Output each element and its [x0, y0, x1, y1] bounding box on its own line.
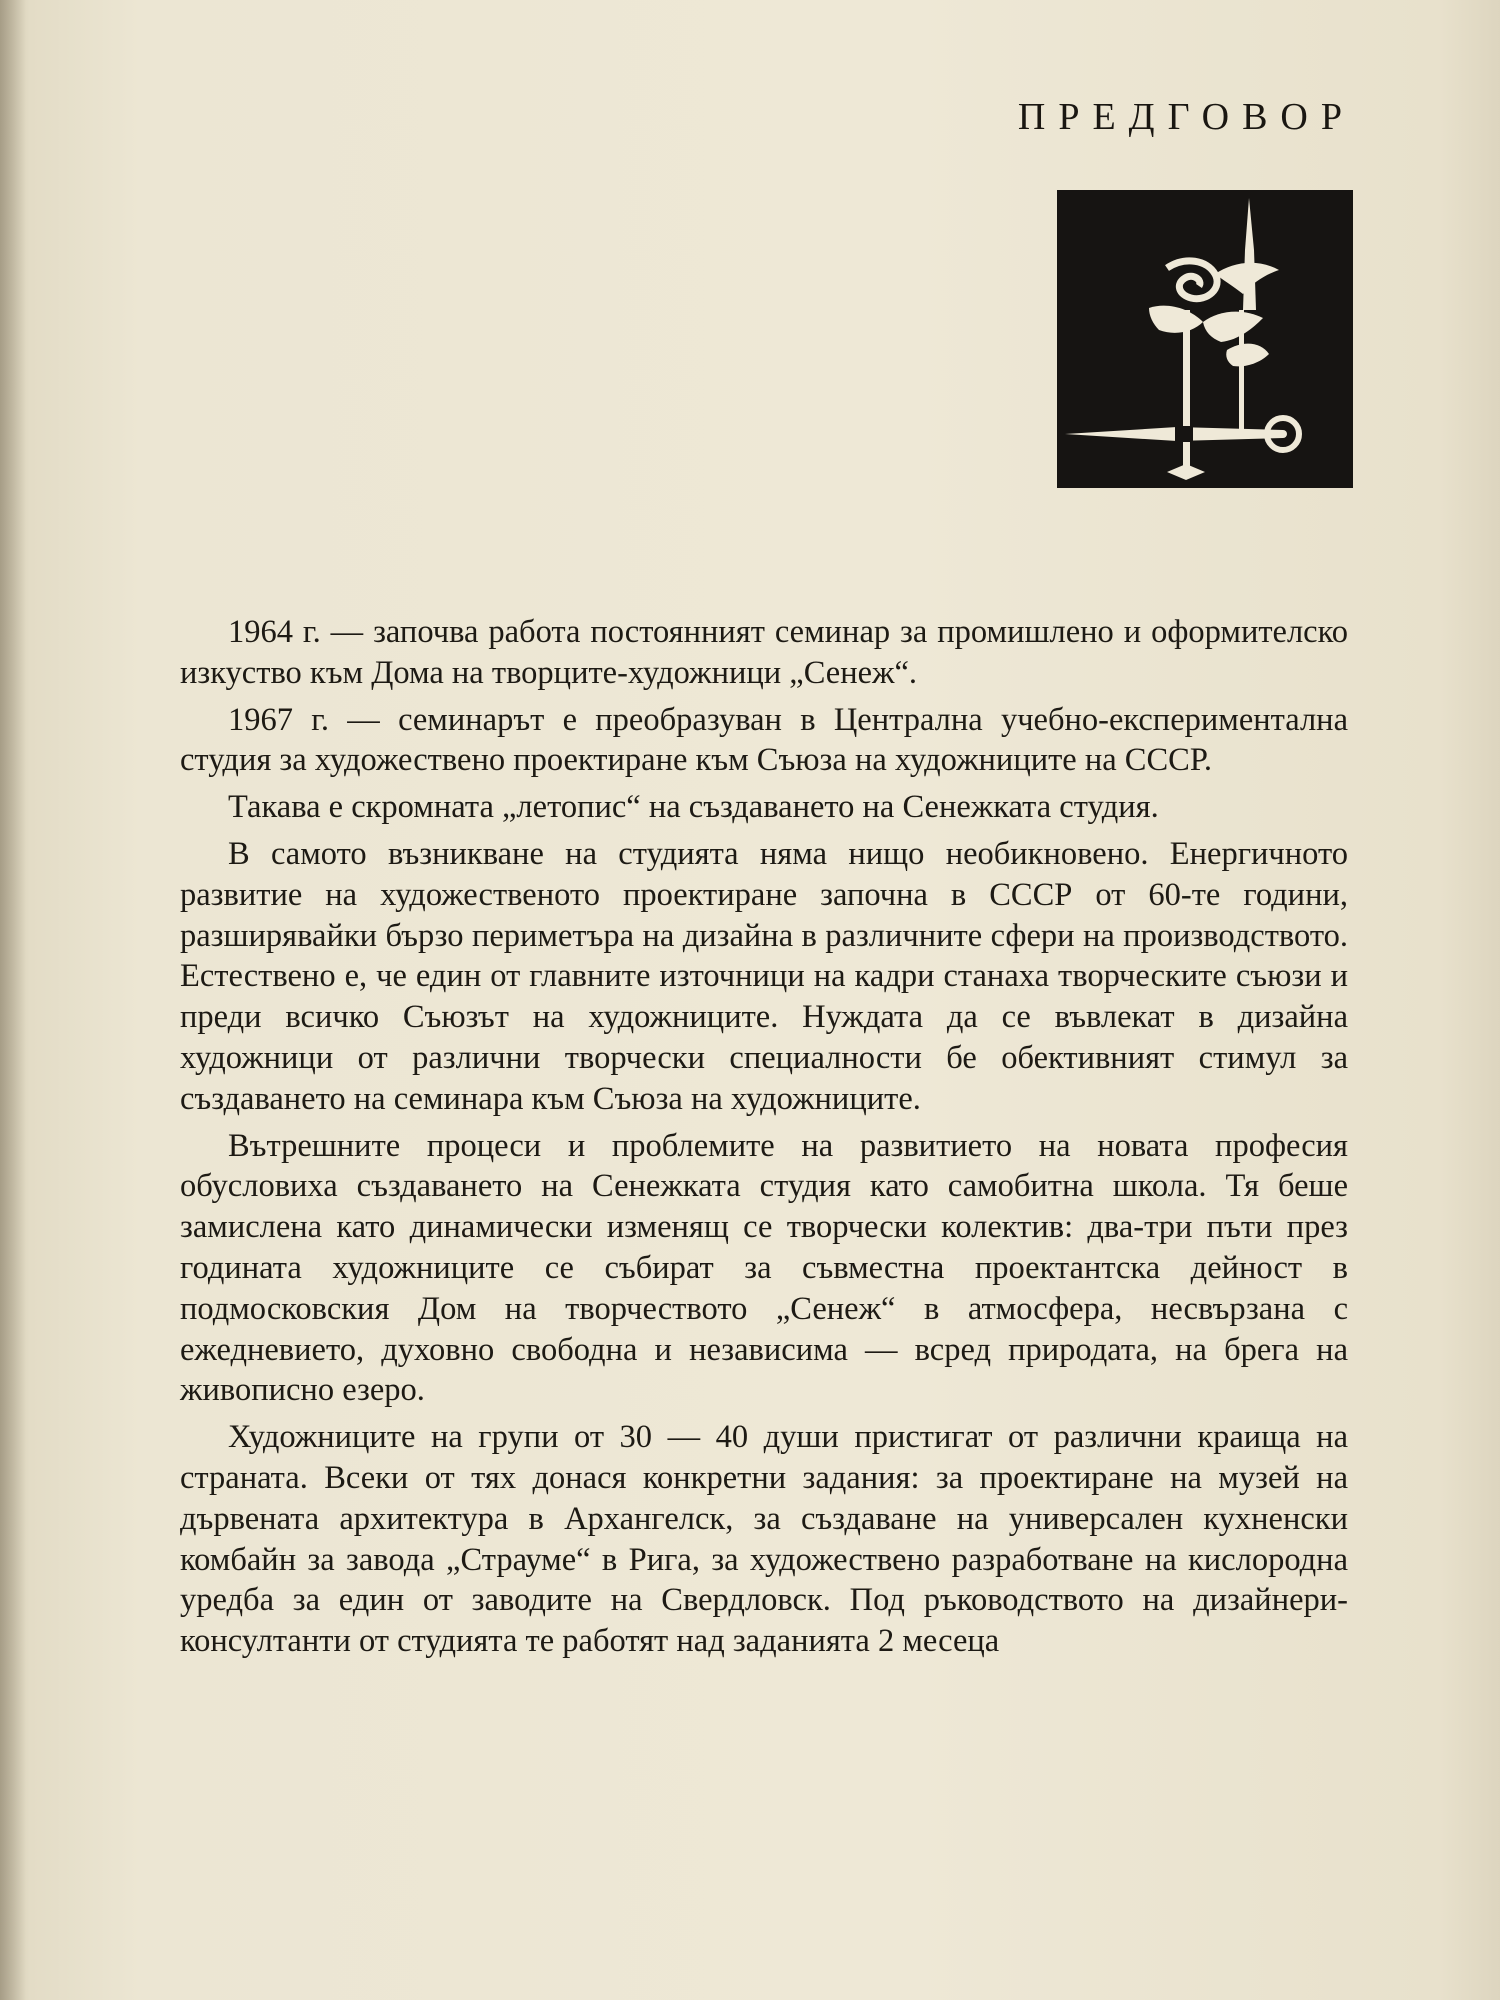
paragraph-groups: Художниците на групи от 30 — 40 души пристигат от различни краища на страната. Всеки от тях донася конкретни задания: за проектиране на музей на дървената архитектура в Архангелск, за създаване на универсален кухненски комбайн за завода „Страуме“ в Рига, за художествено разработване на кислородна уредба за един от заводите на Свердловск. Под ръководството на дизайнери-консултанти от студията те работят над заданията 2 месеца — [180, 1419, 1348, 1660]
paragraph-school: Вътрешните процеси и проблемите на развитието на новата професия обусловиха създаването на Сенежката студия като самобитна школа. Тя беше замислена като динамически изменящ се творчески колектив: два-три пъти през годината художниците се събират за съвместна проектантска дейност в подмосковския Дом на творчеството „Сенеж“ в атмосфера, несвързана с ежедневието, духовно свободна и независима — всред природата, на брега на живописно езеро. — [180, 1127, 1348, 1409]
spine-shadow — [0, 0, 26, 2000]
paragraph-chronicle: Такава е скромната „летопис“ на създаването на Сенежката студия. — [228, 789, 1159, 826]
body-text — [180, 612, 1348, 1668]
paragraph-origin: В самото възникване на студията няма нищо необикновено. Енергичното развитие на художественото проектиране започна в СССР от 60-те години, разширявайки бързо периметъра на дизайна в различните сфери на производството. Естествено е, че един от главните източници на кадри станаха творческите съюзи и преди всичко Съюзът на художниците. Нуждата да се въвлекат в дизайна художници от различни творчески специалности бе обективният стимул за създаването на семинара към Съюза на художниците. — [180, 835, 1348, 1117]
paragraph-1964: 1964 г. — започва работа постоянният семинар за промишлено и оформителско изкуство към Дома на творците-художници „Сенеж“. — [180, 614, 1348, 691]
paragraph-1967: 1967 г. — семинарът е преобразуван в Централна учебно-експериментална студия за художествено проектиране към Съюза на художниците на СССР. — [180, 701, 1348, 779]
page-heading: ПРЕДГОВОР — [1017, 96, 1355, 138]
drafting-compass-emblem-icon — [1057, 190, 1353, 488]
